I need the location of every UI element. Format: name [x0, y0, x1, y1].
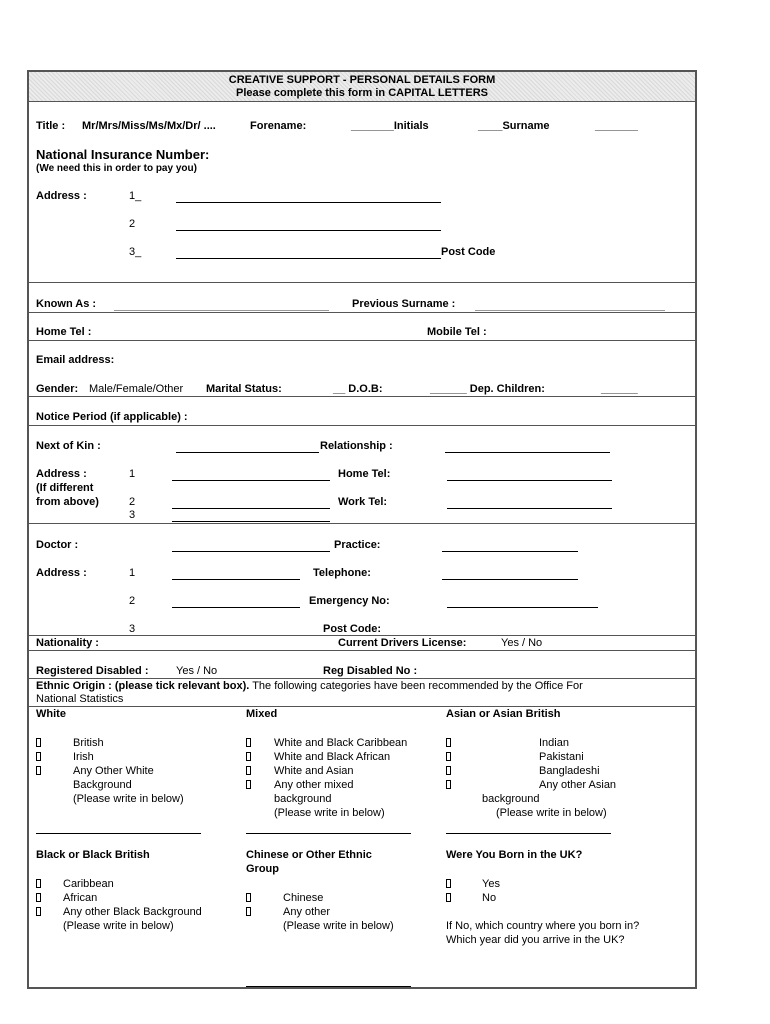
divider [29, 706, 695, 707]
dep-children-label: ______ Dep. Children: [430, 383, 545, 395]
divider [29, 425, 695, 426]
dob-label: __ D.O.B: [333, 383, 383, 395]
mixed-item: White and Black African [274, 751, 391, 763]
title-options[interactable]: Mr/Mrs/Miss/Ms/Mx/Dr/ .... [82, 120, 216, 132]
checkbox-any-other-ethnic[interactable] [246, 907, 251, 916]
doctor-label: Doctor : [36, 539, 79, 551]
divider [29, 523, 695, 524]
previous-surname-field[interactable] [475, 310, 665, 311]
black-item: (Please write in below) [63, 920, 174, 932]
postcode-label: Post Code [441, 246, 496, 258]
checkbox-african[interactable] [36, 893, 41, 902]
asian-item: Bangladeshi [539, 765, 600, 777]
practice-label: Practice: [334, 539, 381, 551]
known-as-field[interactable] [114, 310, 329, 311]
mixed-title: Mixed [246, 708, 278, 720]
asian-item: Indian [539, 737, 569, 749]
checkbox-white-black-african[interactable] [246, 752, 251, 761]
kin-work-tel-label: Work Tel: [338, 496, 388, 508]
kin-address-label: Address : [36, 468, 87, 480]
known-as-label: Known As : [36, 298, 97, 310]
checkbox-any-other-asian[interactable] [446, 780, 451, 789]
divider [29, 340, 695, 341]
checkbox-indian[interactable] [446, 738, 451, 747]
asian-write-in-field[interactable] [446, 833, 611, 834]
white-item: Irish [73, 751, 94, 763]
address-line-2-field[interactable] [176, 230, 441, 231]
checkbox-british[interactable] [36, 738, 41, 747]
address-line-1-field[interactable] [176, 202, 441, 203]
black-item: Caribbean [63, 878, 114, 890]
mixed-item: White and Black Caribbean [274, 737, 408, 749]
kin-from-above: from above) [36, 496, 99, 508]
ni-label: National Insurance Number: [36, 147, 210, 162]
previous-surname-label: Previous Surname : [352, 298, 456, 310]
kin-address-1-field[interactable] [172, 480, 330, 481]
doctor-field[interactable] [172, 551, 330, 552]
registered-disabled-options[interactable]: Yes / No [176, 665, 218, 677]
chinese-item: Chinese [283, 892, 324, 904]
doctor-address-label: Address : [36, 567, 87, 579]
personal-details-form [27, 70, 697, 989]
kin-address-2-field[interactable] [172, 508, 330, 509]
mobile-tel-label: Mobile Tel : [427, 326, 487, 338]
checkbox-pakistani[interactable] [446, 752, 451, 761]
mixed-item: (Please write in below) [274, 807, 385, 819]
checkbox-any-other-white[interactable] [36, 766, 41, 775]
registered-disabled-label: Registered Disabled : [36, 665, 149, 677]
emergency-no-label: Emergency No: [309, 595, 390, 607]
email-label: Email address: [36, 354, 115, 366]
divider [29, 635, 695, 636]
chinese-item: Any other [283, 906, 331, 918]
born-item: No [482, 892, 497, 904]
kin-if-different: (If different [36, 482, 94, 494]
practice-field[interactable] [442, 551, 578, 552]
reg-disabled-no-label: Reg Disabled No : [323, 665, 418, 677]
telephone-field[interactable] [442, 579, 578, 580]
drivers-license-options[interactable]: Yes / No [501, 637, 543, 649]
kin-address-1-number: 1 [129, 468, 136, 480]
checkbox-born-yes[interactable] [446, 879, 451, 888]
asian-item: background [482, 793, 540, 805]
doctor-address-1-field[interactable] [172, 579, 300, 580]
title-label: Title : [36, 120, 66, 132]
form-subtitle: Please complete this form in CAPITAL LETTERS [235, 87, 489, 99]
doctor-address-3-number: 3 [129, 623, 136, 635]
address-line-2-number: 2 [129, 218, 136, 230]
doctor-address-2-number: 2 [129, 595, 136, 607]
born-in-uk-title: Were You Born in the UK? [446, 849, 583, 861]
address-label: Address : [36, 190, 87, 202]
initials-label: _______Initials [351, 120, 429, 132]
next-of-kin-label: Next of Kin : [36, 440, 101, 452]
divider [29, 282, 695, 283]
gender-label: Gender: [36, 383, 79, 395]
white-item: Any Other White [73, 765, 154, 777]
white-title: White [36, 708, 66, 720]
divider [29, 396, 695, 397]
kin-address-2-number: 2 [129, 496, 136, 508]
surname-label: ____Surname [478, 120, 550, 132]
checkbox-any-other-mixed[interactable] [246, 780, 251, 789]
divider [29, 678, 695, 679]
kin-work-tel-field[interactable] [447, 508, 612, 509]
divider [29, 312, 695, 313]
address-line-3-number: 3_ [129, 246, 142, 258]
chinese-title: Chinese or Other Ethnic [246, 849, 372, 861]
marital-status-label: Marital Status: [206, 383, 282, 395]
mixed-item: White and Asian [274, 765, 354, 777]
divider [29, 650, 695, 651]
address-line-3-field[interactable] [176, 258, 441, 259]
doctor-address-1-number: 1 [129, 567, 136, 579]
black-title: Black or Black British [36, 849, 150, 861]
white-item: (Please write in below) [73, 793, 184, 805]
gender-options[interactable]: Male/Female/Other [89, 383, 184, 395]
ni-note: (We need this in order to pay you) [36, 163, 197, 174]
asian-item: (Please write in below) [496, 807, 607, 819]
home-tel-label: Home Tel : [36, 326, 92, 338]
white-write-in-field[interactable] [36, 833, 201, 834]
telephone-label: Telephone: [313, 567, 371, 579]
address-line-1-number: 1_ [129, 190, 142, 202]
checkbox-born-no[interactable] [446, 893, 451, 902]
kin-home-tel-field[interactable] [447, 480, 612, 481]
chinese-title-line2: Group [246, 863, 279, 875]
notice-period-label: Notice Period (if applicable) : [36, 411, 188, 423]
mixed-item: background [274, 793, 332, 805]
checkbox-irish[interactable] [36, 752, 41, 761]
mixed-item: Any other mixed [274, 779, 354, 791]
ethnic-heading-line2: National Statistics [36, 693, 124, 705]
white-item: British [73, 737, 104, 749]
kin-home-tel-label: Home Tel: [338, 468, 391, 480]
drivers-license-label: Current Drivers License: [338, 637, 467, 649]
forename-label: Forename: [250, 120, 307, 132]
born-year-question: Which year did you arrive in the UK? [446, 934, 625, 946]
emergency-no-field[interactable] [447, 607, 598, 608]
asian-title: Asian or Asian British [446, 708, 561, 720]
doctor-address-2-field[interactable] [172, 607, 300, 608]
asian-item: Any other Asian [539, 779, 617, 791]
dep-children-blank[interactable]: ______ [601, 383, 638, 395]
kin-address-3-number: 3 [129, 509, 136, 521]
next-of-kin-field[interactable] [176, 452, 319, 453]
surname-blank[interactable]: _______ [595, 120, 638, 132]
checkbox-bangladeshi[interactable] [446, 766, 451, 775]
nationality-label: Nationality : [36, 637, 99, 649]
checkbox-chinese[interactable] [246, 893, 251, 902]
mixed-write-in-field[interactable] [246, 833, 411, 834]
relationship-label: Relationship : [320, 440, 393, 452]
chinese-write-in-field[interactable] [246, 986, 411, 987]
kin-address-3-field[interactable] [172, 521, 330, 522]
ethnic-heading: Ethnic Origin : (please tick relevant box). The following categories have been recommended by the Office For [36, 680, 583, 692]
checkbox-white-asian[interactable] [246, 766, 251, 775]
form-header [29, 72, 695, 102]
born-country-question: If No, which country where you born in? [446, 920, 640, 932]
checkbox-any-other-black[interactable] [36, 907, 41, 916]
black-item: African [63, 892, 98, 904]
chinese-item: (Please write in below) [283, 920, 394, 932]
asian-item: Pakistani [539, 751, 584, 763]
born-item: Yes [482, 878, 500, 890]
post-code-label: Post Code: [323, 623, 382, 635]
checkbox-caribbean[interactable] [36, 879, 41, 888]
black-item: Any other Black Background [63, 906, 202, 918]
form-title: CREATIVE SUPPORT - PERSONAL DETAILS FORM [228, 74, 496, 86]
white-item: Background [73, 779, 132, 791]
relationship-field[interactable] [445, 452, 610, 453]
checkbox-white-black-caribbean[interactable] [246, 738, 251, 747]
